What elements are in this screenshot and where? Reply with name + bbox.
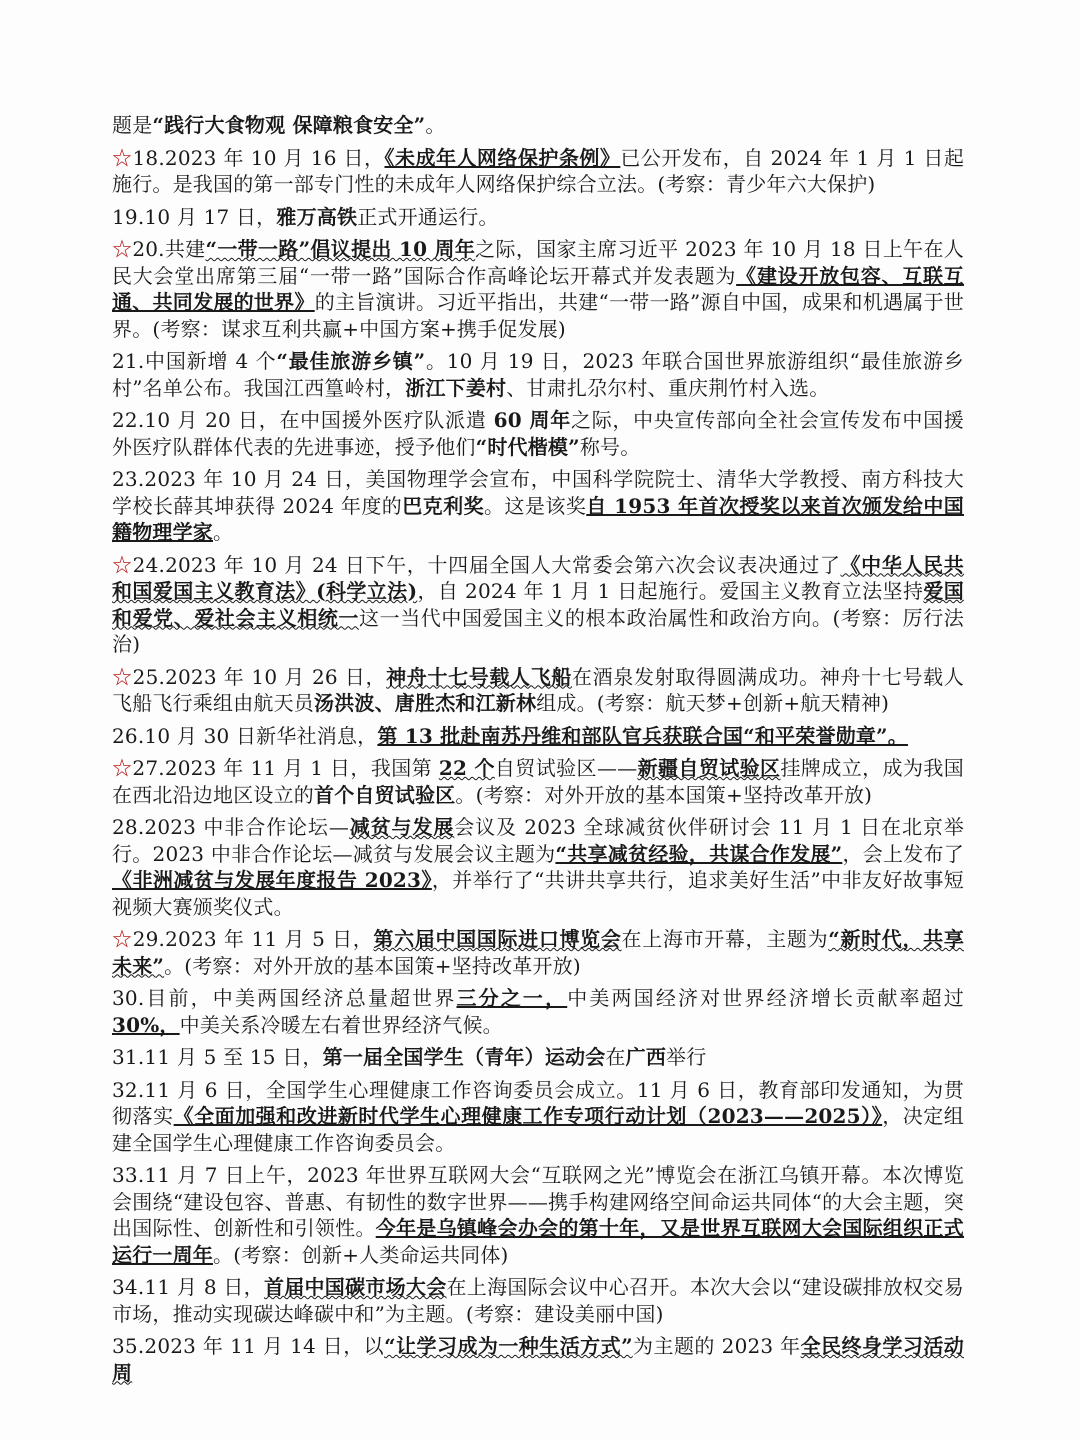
body-text: 。10 月 19 日，2023 年联合国世界旅游组织“最佳旅游乡村”名单公布。我国江西篁岭村，	[112, 349, 964, 400]
emphasized-text: 减贫与发展	[349, 815, 455, 839]
emphasized-text: 巴克利奖	[402, 493, 485, 518]
news-item-paragraph	[112, 926, 964, 979]
emphasized-text: 新疆自贸试验区	[637, 756, 781, 780]
news-item-paragraph	[112, 664, 964, 717]
body-text: 在酒泉发射取得圆满成功。神舟十七号载人飞船飞行乘组由航天员	[112, 664, 964, 715]
star-marker-icon: ☆	[112, 552, 133, 577]
news-item-paragraph	[112, 348, 964, 401]
body-text: 32.11 月 6 日，全国学生心理健康工作咨询委员会成立。11 月 6 日，教育部印发通知，为贯彻落实	[112, 1077, 964, 1128]
body-text: 。这是该奖	[484, 493, 587, 518]
emphasized-text: 《未成年人网络保护条例》	[384, 145, 621, 170]
body-text: 会议及 2023 全球减贫伙伴研讨会 11 月 1 日在北京举行。2023 中非合作论坛—减贫与发展会议主题为	[112, 815, 965, 866]
body-text: ，会上发布了	[842, 841, 964, 866]
emphasized-text: “践行大食物观 保障粮食安全”	[152, 113, 426, 137]
emphasized-text: 《非洲减贫与发展年度报告 2023》	[112, 868, 432, 892]
news-item-paragraph	[112, 1077, 964, 1157]
emphasized-text: 第 13 批赴南苏丹维和部队官兵获联合国“和平荣誉勋章”。	[377, 723, 908, 748]
news-item-paragraph	[112, 407, 964, 460]
body-text: ，自 2024 年 1 月 1 日起施行。爱国主义教育立法坚持	[417, 579, 924, 603]
body-text: 组成。(考察：航天梦+创新+航天精神)	[536, 691, 890, 715]
body-text: 18.2023 年 10 月 16 日，	[132, 145, 385, 170]
news-item-paragraph	[112, 112, 964, 139]
body-text: 30.目前，中美两国经济总量超世界	[112, 986, 457, 1010]
news-item-paragraph	[112, 145, 964, 198]
emphasized-text: “最佳旅游乡镇”	[276, 349, 426, 373]
star-marker-icon: ☆	[112, 237, 133, 261]
body-text: 在	[605, 1045, 626, 1069]
emphasized-text: 汤洪波、唐胜杰和江新林	[314, 691, 537, 715]
star-marker-icon: ☆	[112, 756, 133, 780]
body-text: 29.2023 年 11 月 5 日，	[132, 927, 374, 951]
star-marker-icon: ☆	[112, 927, 133, 951]
emphasized-text: 30%，	[112, 1012, 180, 1037]
news-item-paragraph	[112, 466, 964, 546]
star-marker-icon: ☆	[112, 664, 133, 689]
news-item-paragraph	[112, 814, 964, 920]
emphasized-text: “新时代，共享未来”	[112, 927, 965, 978]
star-marker-icon: ☆	[112, 145, 133, 170]
emphasized-text: 《全面加强和改进新时代学生心理健康工作专项行动计划（2023——2025）》	[173, 1104, 883, 1128]
body-text: 21.中国新增 4 个	[112, 349, 277, 373]
emphasized-text: “让学习成为一种生活方式”	[384, 1334, 633, 1358]
body-text: 35.2023 年 11 月 14 日，以	[112, 1334, 385, 1358]
body-text: 23.2023 年 10 月 24 日，美国物理学会宣布，中国科学院院士、清华大学教授、南方科技大学校长薛其坤获得 2024 年度的	[112, 467, 964, 518]
body-text: 25.2023 年 10 月 26 日，	[132, 664, 387, 689]
body-text: 之际，国家主席习近平 2023 年 10 月 18 日上午在人民大会堂出席第三届“一带一路”国际合作高峰论坛开幕式并发表题为	[112, 237, 964, 288]
body-text: 26.10 月 30 日新华社消息，	[112, 723, 378, 748]
emphasized-text: 今年是乌镇峰会办会的第十年，又是世界互联网大会国际组织正式运行一周年	[112, 1216, 964, 1267]
news-item-paragraph	[112, 552, 964, 658]
body-text: 自贸试验区——	[494, 756, 638, 780]
emphasized-text: 《中华人民共和国爱国主义教育法》(科学立法)	[112, 552, 965, 603]
emphasized-text: 第一届全国学生（青年）运动会	[322, 1045, 606, 1069]
news-item-paragraph	[112, 1162, 964, 1268]
news-item-paragraph	[112, 755, 964, 808]
emphasized-text: 雅万高铁	[276, 204, 358, 229]
news-item-paragraph	[112, 204, 964, 231]
body-text: ，决定组建全国学生心理健康工作咨询委员会。	[112, 1104, 964, 1155]
body-text: 20.共建	[132, 237, 206, 261]
body-text: 27.2023 年 11 月 1 日，我国第	[132, 756, 439, 780]
news-item-paragraph	[112, 723, 964, 750]
emphasized-text: 浙江下姜村	[405, 375, 507, 400]
body-text: 的主旨演讲。习近平指出，共建“一带一路”源自中国，成果和机遇属于世界。(考察：谋求互利共赢+中国方案+携手促发展)	[112, 290, 964, 341]
body-text: 34.11 月 8 日，	[112, 1275, 264, 1299]
body-text: 在上海市开幕，主题为	[621, 927, 829, 951]
emphasized-text: 第六届中国国际进口博览会	[373, 927, 622, 951]
body-text: 之际，中央宣传部向全社会宣传发布中国援外医疗队群体代表的先进事迹，授予他们	[112, 408, 964, 459]
body-text: 24.2023 年 10 月 24 日下午，十四届全国人大常委会第六次会议表决通过了	[132, 552, 841, 577]
body-text: 这一当代中国爱国主义的根本政治属性和政治方向。(考察：厉行法治)	[112, 605, 964, 656]
body-text: 。(考察：对外开放的基本国策+坚持改革开放)	[164, 953, 581, 978]
body-text: 19.10 月 17 日，	[112, 204, 277, 229]
body-text: 。(考察：创新+人类命运共同体)	[213, 1242, 509, 1267]
emphasized-text: 首届中国碳市场大会	[263, 1275, 447, 1299]
body-text: 已公开发布，自 2024 年 1 月 1 日起施行。是我国的第一部专门性的未成年人网络保护综合立法。(考察：青少年六大保护)	[112, 145, 965, 196]
body-text: 中美两国经济对世界经济增长贡献率超过	[567, 986, 964, 1010]
document-body	[112, 112, 964, 1392]
emphasized-text: 全民终身学习活动周	[112, 1334, 964, 1385]
emphasized-text: 《建设开放包容、互联互通、共同发展的世界》	[112, 263, 965, 314]
emphasized-text: “一带一路”倡议提出 10 周年	[205, 237, 476, 261]
body-text: 举行	[666, 1045, 707, 1069]
body-text: 33.11 月 7 日上午，2023 年世界互联网大会“互联网之光”博览会在浙江乌镇开幕。本次博览会围绕“建设包容、普惠、有韧性的数字世界——携手构建网络空间命运共同体“的大会主题，突出国际性、创新性和引领性。	[112, 1163, 964, 1240]
body-text: 称号。	[579, 434, 641, 459]
body-text: 28.2023 中非合作论坛—	[112, 815, 350, 839]
body-text: 。	[213, 520, 234, 544]
emphasized-text: 首个自贸试验区	[314, 782, 456, 807]
body-text: 在上海国际会议中心召开。本次大会以“建设碳排放权交易市场，推动实现碳达峰碳中和”为主题。(考察：建设美丽中国)	[112, 1275, 964, 1326]
body-text: 题是	[112, 113, 153, 137]
news-item-paragraph	[112, 985, 964, 1038]
body-text: 31.11 月 5 至 15 日，	[112, 1045, 323, 1069]
emphasized-text: 自 1953 年首次授奖以来首次颁发给中国籍物理学家	[112, 493, 965, 544]
body-text: 为主题的 2023 年	[632, 1334, 801, 1358]
news-item-paragraph	[112, 236, 964, 342]
body-text: 正式开通运行。	[357, 204, 499, 229]
emphasized-text: 广西	[625, 1045, 667, 1069]
emphasized-text: “时代楷模”	[475, 434, 580, 459]
emphasized-text: 22 个	[438, 756, 495, 780]
news-item-paragraph	[112, 1333, 964, 1386]
emphasized-text: 60 周年	[493, 408, 571, 432]
body-text: 。(考察：对外开放的基本国策+坚持改革开放)	[455, 782, 873, 807]
body-text: 、甘肃扎尕尔村、重庆荆竹村入选。	[506, 375, 830, 400]
body-text: 中美关系冷暖左右着世界经济气候。	[179, 1012, 503, 1037]
body-text: ，并举行了“共讲共享共行，追求美好生活”中非友好故事短视频大赛颁奖仪式。	[112, 868, 964, 919]
emphasized-text: “共享减贫经验，共谋合作发展”	[555, 841, 843, 866]
body-text: 挂牌成立，成为我国在西北沿边地区设立的	[112, 756, 965, 807]
body-text: 22.10 月 20 日，在中国援外医疗队派遣	[112, 408, 494, 432]
news-item-paragraph	[112, 1044, 964, 1071]
emphasized-text: 爱国和爱党、爱社会主义相统一	[112, 579, 964, 630]
news-item-paragraph	[112, 1274, 964, 1327]
emphasized-text: 三分之一，	[456, 986, 568, 1010]
body-text: 。	[425, 113, 446, 137]
emphasized-text: 神舟十七号载人飞船	[386, 664, 573, 689]
